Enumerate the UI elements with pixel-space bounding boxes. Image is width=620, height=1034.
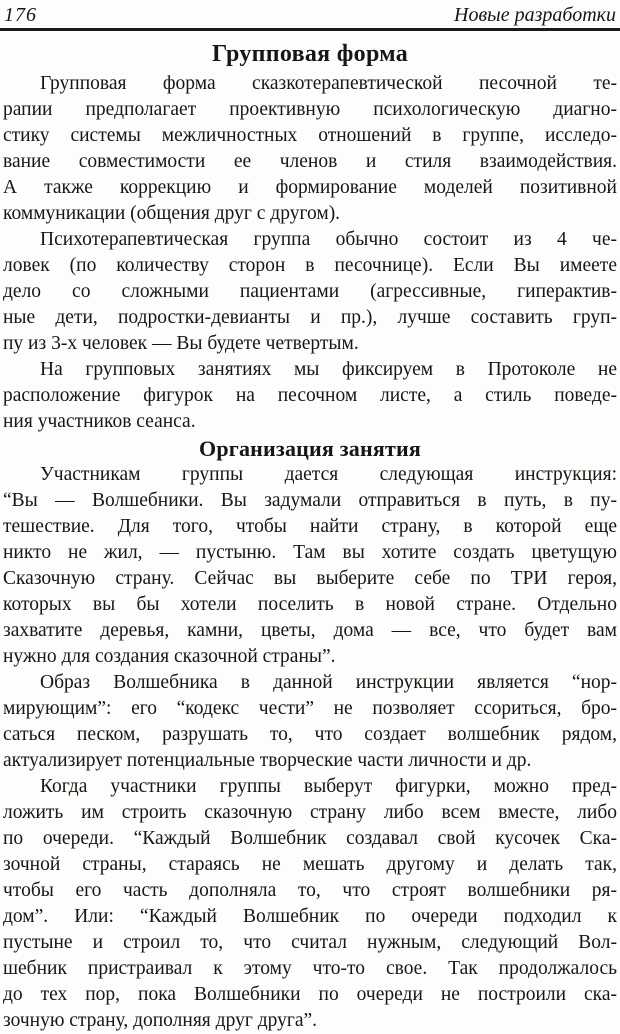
- text-line: Психотерапевтическая группа обычно состоит из 4 че-: [40, 229, 617, 250]
- text-line: дом”. Или: “Каждый Волшебник по очереди подходил к: [3, 906, 617, 927]
- page-header: [0, 0, 620, 27]
- text-line: Сказочную страну. Сейчас вы выберите себе по ТРИ героя,: [3, 568, 617, 589]
- text-line: саться песком, разрушать то, что создает волшебник рядом,: [3, 724, 617, 745]
- text-line: нужно для создания сказочной страны”.: [3, 646, 336, 667]
- paragraph: [3, 71, 617, 227]
- page-content: [0, 40, 620, 1034]
- text-line: рапии предполагает проективную психологическую диагно-: [3, 99, 617, 120]
- paragraph: [3, 357, 617, 435]
- text-line: коммуникации (общения друг с другом).: [3, 203, 341, 224]
- text-line: “Вы — Волшебники. Вы задумали отправиться в путь, в пу-: [3, 490, 617, 511]
- text-line: актуализирует потенциальные творческие части личности и др.: [3, 750, 532, 771]
- header-rule: [0, 28, 620, 31]
- paragraph: [3, 774, 617, 1034]
- text-line: стику системы межличностных отношений в группе, исследо-: [3, 125, 617, 146]
- text-line: А также коррекцию и формирование моделей позитивной: [3, 177, 617, 198]
- running-title: Новые разработки: [454, 4, 616, 26]
- text-line: пу из 3-х человек — Вы будете четвертым.: [3, 333, 359, 354]
- text-line: дело со сложными пациентами (агрессивные, гиперактив-: [3, 281, 617, 302]
- text-line: которых вы бы хотели поселить в новой стране. Отдельно: [3, 594, 617, 615]
- text-line: ловек (по количеству сторон в песочнице). Если Вы имеете: [3, 255, 617, 276]
- text-line: На групповых занятиях мы фиксируем в Протоколе не: [40, 359, 617, 380]
- text-line: шебник пристраивал к этому что-то свое. Так продолжалось: [3, 958, 617, 979]
- text-line: до тех пор, пока Волшебники по очереди не построили ска-: [3, 984, 617, 1005]
- paragraph: [3, 670, 617, 774]
- text-line: по очереди. “Каждый Волшебник создавал свой кусочек Ска-: [3, 828, 617, 849]
- text-line: расположение фигурок на песочном листе, а стиль поведе-: [3, 385, 617, 406]
- text-line: Когда участники группы выберут фигурки, можно пред-: [40, 776, 617, 797]
- text-line: Участникам группы дается следующая инструкция:: [40, 464, 617, 485]
- text-line: вание совместимости ее членов и стиля взаимодействия.: [3, 151, 617, 172]
- text-line: чтобы его часть дополняла то, что строят волшебники ря-: [3, 880, 617, 901]
- text-line: ния участников сеанса.: [3, 411, 196, 432]
- text-line: захватите деревья, камни, цветы, дома — все, что будет вам: [3, 620, 617, 641]
- text-line: тешествие. Для того, чтобы найти страну, в которой еще: [3, 516, 617, 537]
- text-line: зочную страну, дополняя друг друга”.: [3, 1010, 318, 1031]
- text-line: Групповая форма сказкотерапевтической песочной те-: [40, 73, 617, 94]
- text-line: пустыне и строил то, что считал нужным, следующий Вол-: [3, 932, 617, 953]
- text-line: ложить им строить сказочную страну либо всем вместе, либо: [3, 802, 617, 823]
- section-heading: Организация занятия: [199, 436, 421, 461]
- text-line: мирующим”: его “кодекс чести” не позволяет ссориться, бро-: [3, 698, 617, 719]
- paragraph: [3, 462, 617, 670]
- page-number: 176: [4, 4, 37, 26]
- page-title: Групповая форма: [211, 41, 409, 67]
- text-line: Образ Волшебника в данной инструкции является “нор-: [40, 672, 617, 693]
- text-line: никто не жил, — пустыню. Там вы хотите создать цветущую: [3, 542, 617, 563]
- paragraph: [3, 227, 617, 357]
- text-line: ные дети, подростки-девианты и пр.), лучше составить груп-: [3, 307, 617, 328]
- text-line: зочной страны, стараясь не мешать другому и делать так,: [3, 854, 617, 875]
